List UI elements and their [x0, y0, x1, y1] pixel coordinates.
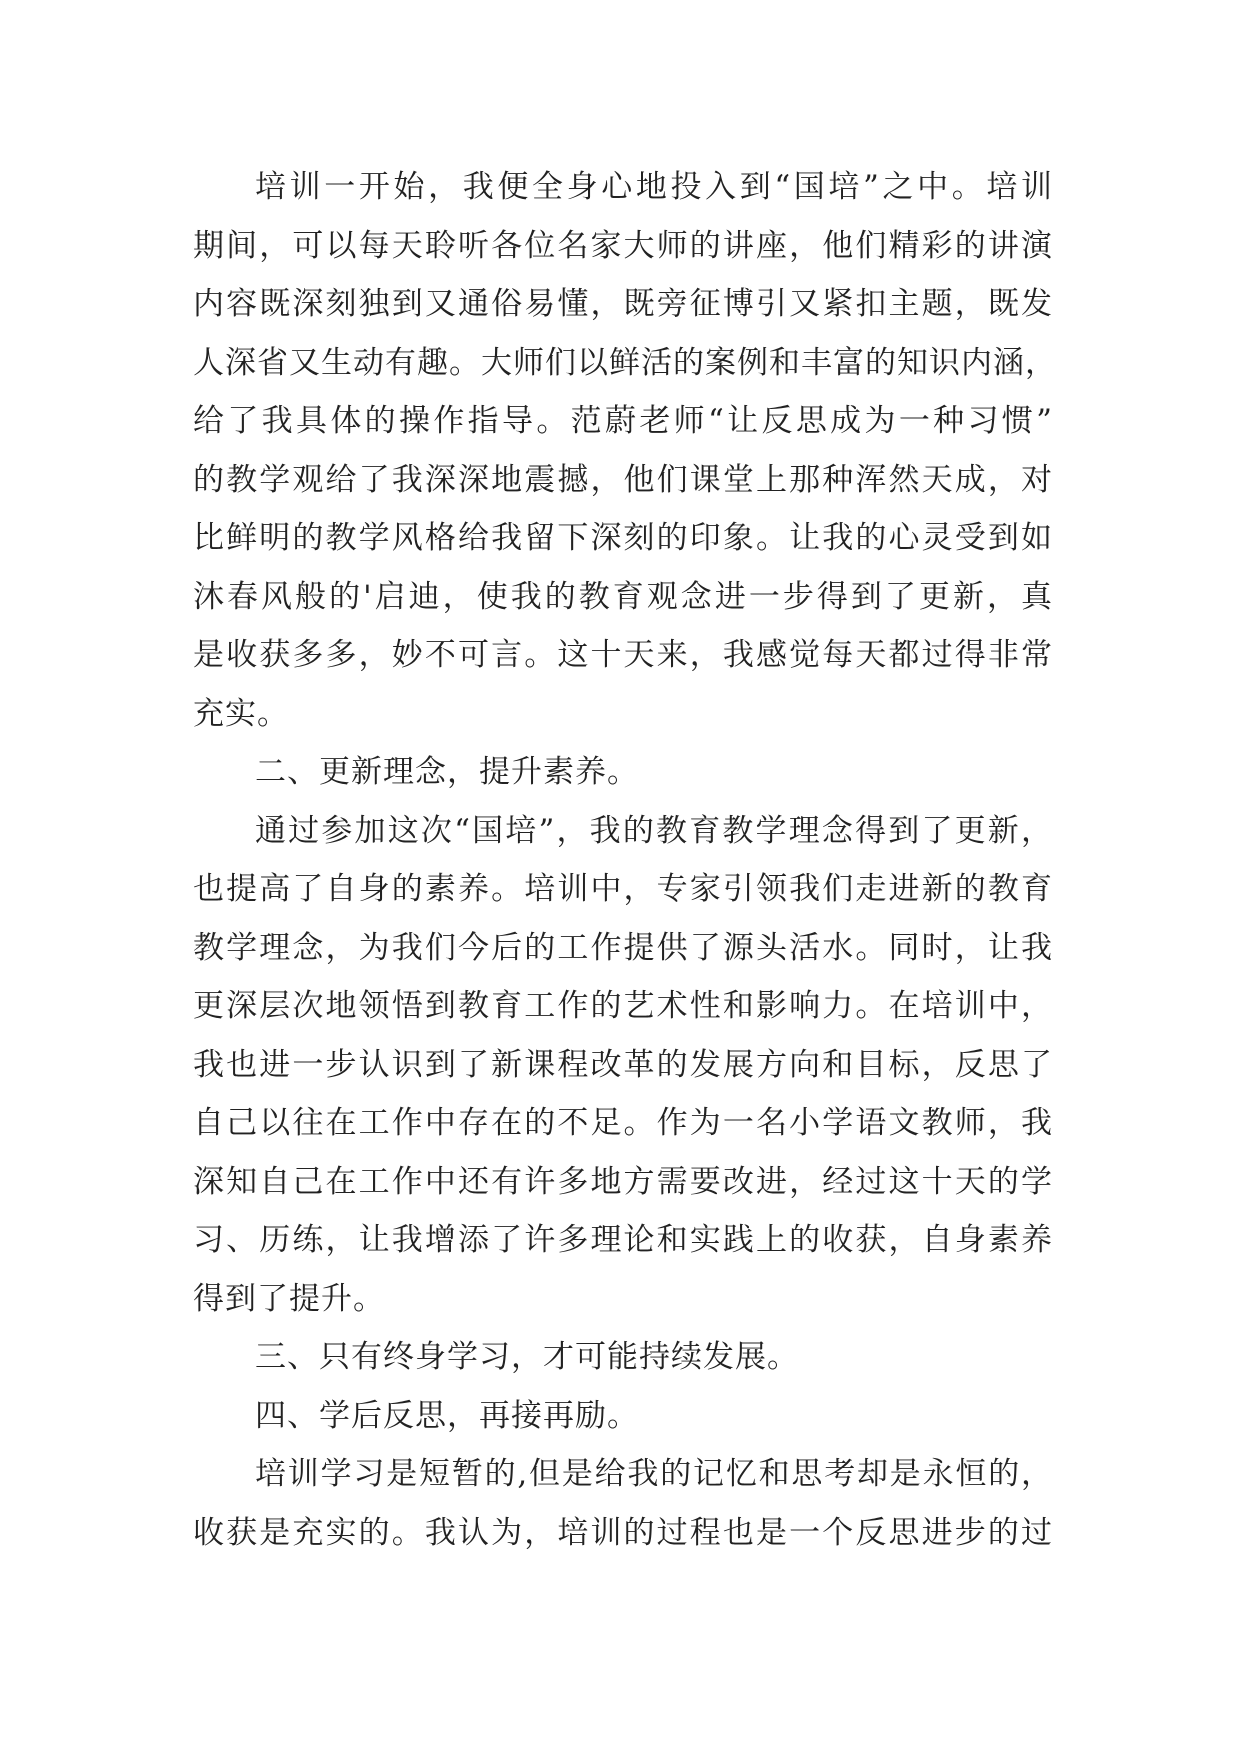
text-line: 习、历练，让我增添了许多理论和实践上的收获，自身素养 [193, 1222, 1053, 1258]
text-line: 教学理念，为我们今后的工作提供了源头活水。同时，让我 [193, 929, 1053, 966]
text-line: 三、只有终身学习，才可能持续发展。 [255, 1339, 799, 1375]
text-line: 培训学习是短暂的,但是给我的记忆和思考却是永恒的， [255, 1456, 1053, 1492]
text-line: 期间，可以每天聆听各位名家大师的讲座，他们精彩的讲演 [193, 227, 1053, 264]
text-line: 也提高了自身的素养。培训中，专家引领我们走进新的教育 [193, 871, 1053, 907]
text-line: 我也进一步认识到了新课程改革的发展方向和目标，反思了 [193, 1046, 1053, 1083]
text-line: 沐春风般的'启迪，使我的教育观念进一步得到了更新，真 [193, 578, 1053, 615]
text-line: 深知自己在工作中还有许多地方需要改进，经过这十天的学 [193, 1163, 1053, 1200]
body-text [193, 158, 1057, 1562]
text-line: 通过参加这次“国培”，我的教育教学理念得到了更新， [255, 812, 1053, 849]
text-line: 四、学后反思，再接再励。 [255, 1397, 639, 1434]
text-line: 得到了提升。 [193, 1280, 385, 1317]
text-line: 是收获多多，妙不可言。这十天来，我感觉每天都过得非常 [193, 637, 1053, 673]
text-line: 自己以往在工作中存在的不足。作为一名小学语文教师，我 [193, 1105, 1053, 1141]
text-line: 充实。 [193, 695, 289, 732]
text-line: 二、更新理念，提升素养。 [255, 754, 639, 790]
text-line: 人深省又生动有趣。大师们以鲜活的案例和丰富的知识内涵， [193, 344, 1057, 381]
text-line: 培训一开始，我便全身心地投入到“国培”之中。培训 [255, 169, 1053, 205]
text-line: 给了我具体的操作指导。范蔚老师“让反思成为一种习惯” [193, 403, 1053, 439]
text-line: 收获是充实的。我认为，培训的过程也是一个反思进步的过 [193, 1514, 1053, 1551]
text-line: 比鲜明的教学风格给我留下深刻的印象。让我的心灵受到如 [193, 520, 1053, 556]
text-line: 更深层次地领悟到教育工作的艺术性和影响力。在培训中， [193, 988, 1053, 1024]
text-line: 内容既深刻独到又通俗易懂，既旁征博引又紧扣主题，既发 [193, 286, 1053, 322]
text-line: 的教学观给了我深深地震撼，他们课堂上那种浑然天成，对 [193, 461, 1053, 498]
